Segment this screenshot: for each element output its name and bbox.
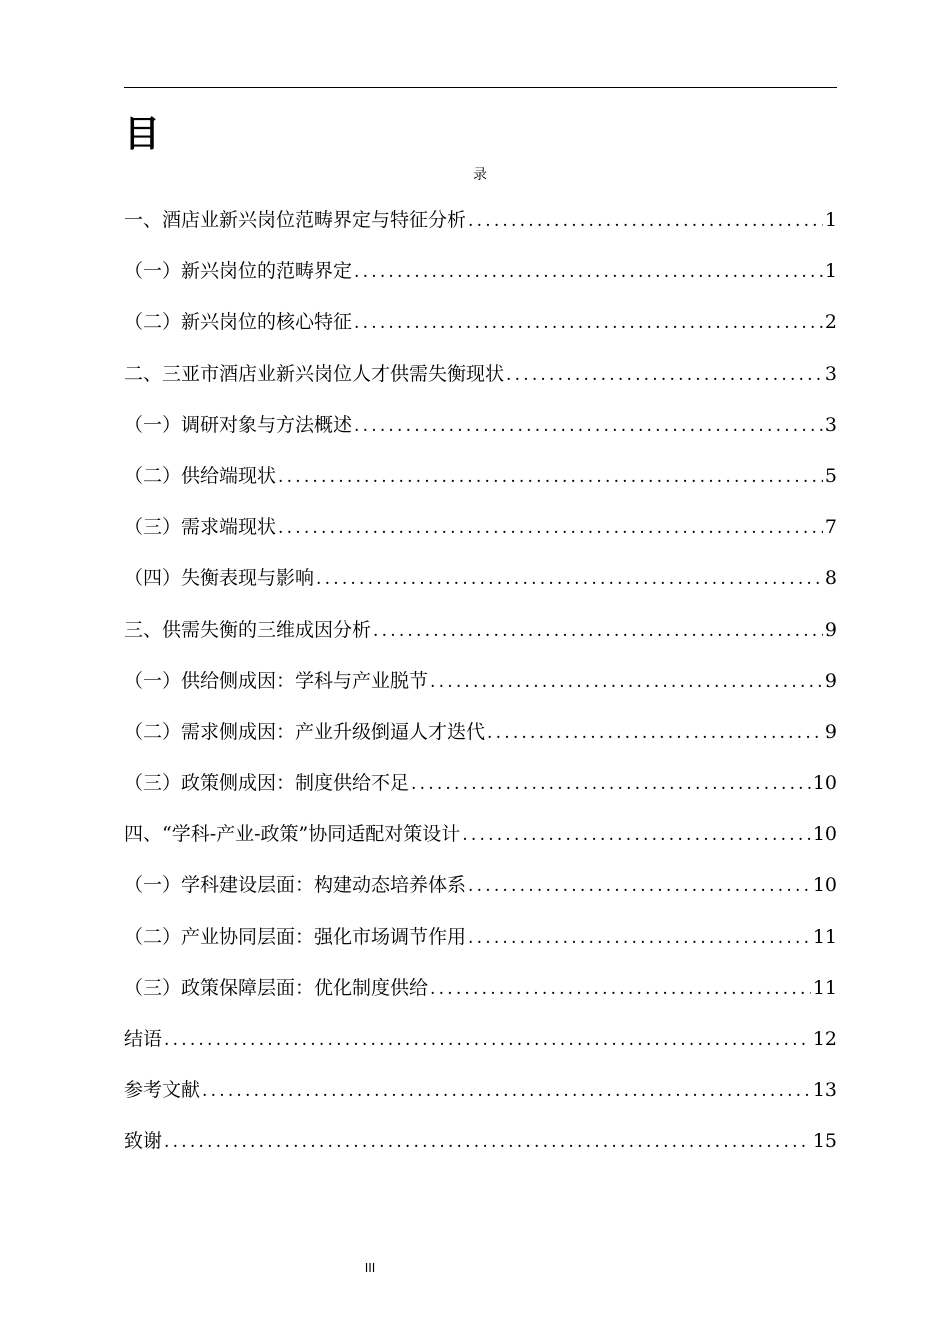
header-rule: [124, 87, 837, 88]
toc-entry-label: （二）供给端现状: [124, 464, 277, 487]
toc-entry[interactable]: [124, 358, 837, 409]
toc-entry-label: （二）需求侧成因：产业升级倒逼人才迭代: [124, 720, 486, 743]
toc-entry-page: 7: [824, 516, 837, 539]
toc-entry[interactable]: [124, 921, 837, 972]
toc-entry-page: 8: [824, 567, 837, 590]
toc-leader: [430, 973, 811, 1005]
toc-entry-page: 12: [812, 1028, 837, 1050]
toc-entry-label: （二）新兴岗位的核心特征: [124, 311, 353, 334]
toc-entry-page: 1: [824, 209, 837, 231]
toc-entry-page: 13: [812, 1079, 837, 1102]
toc-entry-label: 参考文献: [124, 1079, 201, 1102]
toc-entry[interactable]: [124, 562, 837, 613]
toc-leader: [354, 307, 823, 339]
toc-leader: [164, 1024, 811, 1056]
toc-entry-label: 结语: [124, 1028, 163, 1050]
toc-leader: [506, 359, 823, 391]
toc-leader: [430, 666, 823, 698]
toc-entry[interactable]: [124, 306, 837, 357]
toc-entry-label: （三）需求端现状: [124, 516, 277, 539]
toc-entry-page: 15: [812, 1130, 837, 1153]
toc-entry[interactable]: [124, 1074, 837, 1125]
toc-entry-label: 致谢: [124, 1130, 163, 1153]
toc-entry-page: 10: [812, 874, 837, 897]
toc-entry[interactable]: [124, 665, 837, 716]
toc-leader: [468, 922, 811, 954]
toc-entry-page: 9: [824, 720, 837, 743]
toc-entry[interactable]: [124, 1125, 837, 1176]
toc-entry[interactable]: [124, 204, 837, 255]
toc-entry-label: 一、酒店业新兴岗位范畴界定与特征分析: [124, 209, 467, 231]
toc-leader: [487, 717, 823, 749]
toc-entry[interactable]: [124, 409, 837, 460]
toc-leader: [462, 819, 811, 851]
toc-entry-page: 10: [812, 772, 837, 795]
footer-page-number: III: [364, 1261, 376, 1275]
toc-title-sub: 录: [473, 167, 487, 183]
toc-entry-page: 9: [824, 618, 837, 641]
toc-entry-label: 四、“学科-产业-政策”协同适配对策设计: [124, 823, 461, 846]
toc-entry-label: （四）失衡表现与影响: [124, 567, 315, 590]
toc-entry-label: （一）供给侧成因：学科与产业脱节: [124, 669, 429, 692]
toc-entry-page: 11: [812, 925, 837, 948]
toc-entry[interactable]: [124, 972, 837, 1023]
toc-leader: [373, 615, 823, 647]
toc-leader: [354, 410, 823, 442]
toc-entry[interactable]: [124, 869, 837, 920]
toc-entry-page: 3: [824, 362, 837, 385]
toc-entry-label: （二）产业协同层面：强化市场调节作用: [124, 925, 467, 948]
table-of-contents: [124, 204, 837, 1177]
toc-entry[interactable]: [124, 511, 837, 562]
toc-entry-label: （三）政策保障层面：优化制度供给: [124, 976, 429, 999]
toc-leader: [468, 870, 811, 902]
toc-entry-label: （一）新兴岗位的范畴界定: [124, 260, 353, 283]
toc-entry[interactable]: [124, 767, 837, 818]
toc-entry-label: （一）学科建设层面：构建动态培养体系: [124, 874, 467, 897]
toc-leader: [202, 1075, 811, 1107]
toc-entry-page: 2: [824, 311, 837, 334]
toc-leader: [411, 768, 811, 800]
toc-entry[interactable]: [124, 818, 837, 869]
toc-title-main: 目: [124, 113, 161, 155]
toc-entry-page: 10: [812, 823, 837, 846]
toc-leader: [278, 461, 823, 493]
toc-entry[interactable]: [124, 1023, 837, 1074]
toc-leader: [164, 1126, 811, 1158]
toc-entry[interactable]: [124, 255, 837, 306]
toc-entry-page: 1: [824, 260, 837, 283]
toc-entry-label: （三）政策侧成因：制度供给不足: [124, 772, 410, 795]
toc-entry[interactable]: [124, 716, 837, 767]
toc-entry[interactable]: [124, 614, 837, 665]
toc-leader: [354, 256, 823, 288]
toc-entry-page: 5: [824, 464, 837, 487]
toc-entry-page: 9: [824, 669, 837, 692]
toc-entry-label: 二、三亚市酒店业新兴岗位人才供需失衡现状: [124, 362, 505, 385]
toc-leader: [316, 563, 823, 595]
toc-leader: [468, 205, 823, 237]
toc-entry-page: 3: [824, 413, 837, 436]
toc-entry[interactable]: [124, 460, 837, 511]
toc-entry-label: （一）调研对象与方法概述: [124, 413, 353, 436]
toc-entry-label: 三、供需失衡的三维成因分析: [124, 618, 372, 641]
toc-entry-page: 11: [812, 976, 837, 999]
toc-leader: [278, 512, 823, 544]
